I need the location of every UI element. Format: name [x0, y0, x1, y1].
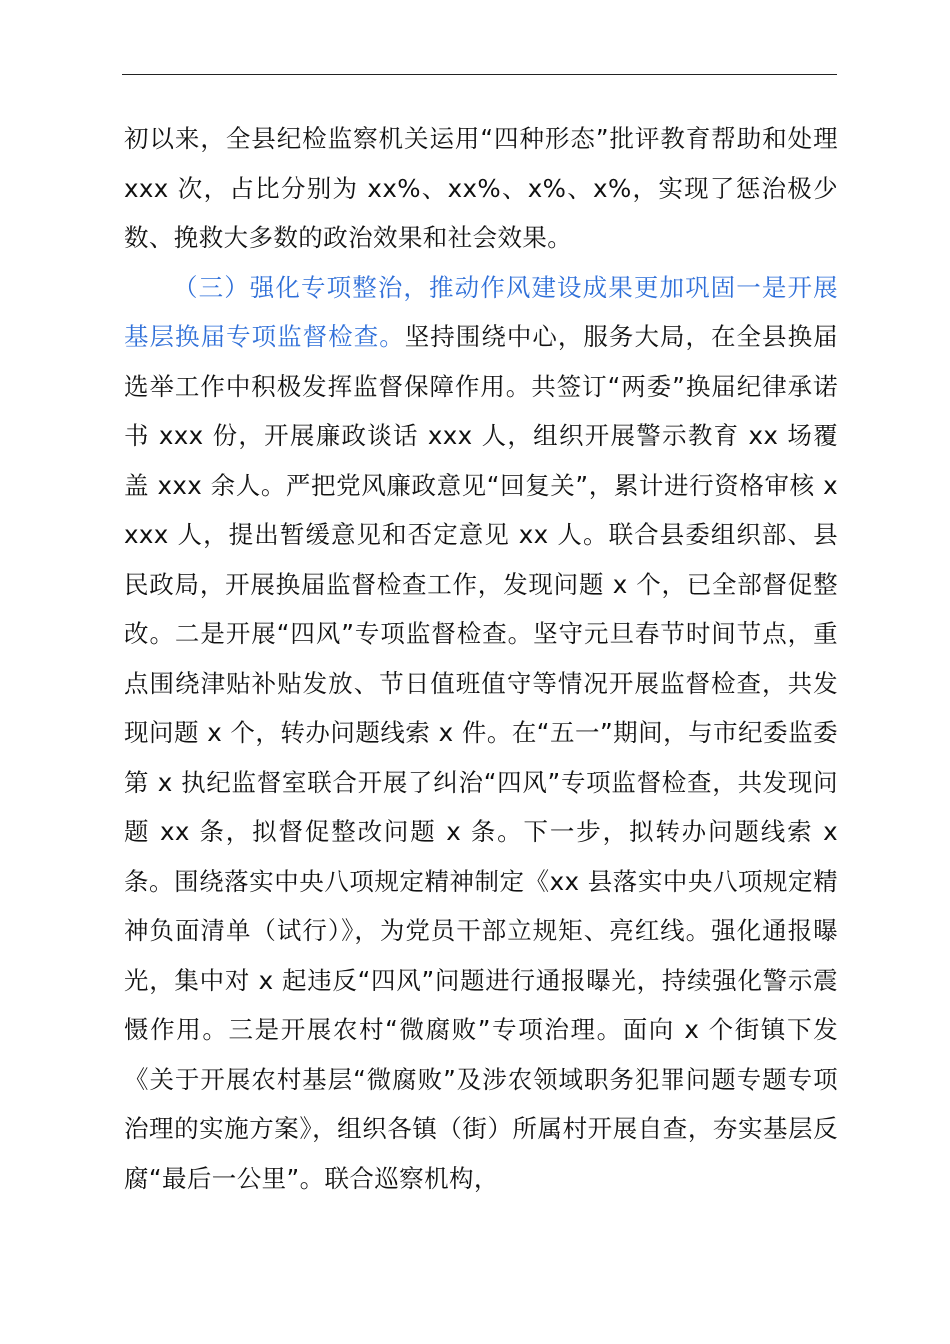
paragraph-continued: 初以来，全县纪检监察机关运用“四种形态”批评教育帮助和处理 xxx 次，占比分别为 xx%、xx%、x%、x%，实现了惩治极少数、挽救大多数的政治效果和社会效果。	[124, 124, 838, 252]
section-paragraph	[124, 263, 838, 1204]
document-body	[124, 114, 838, 1203]
section-body-text: 坚持围绕中心，服务大局，在全县换届选举工作中积极发挥监督保障作用。共签订“两委”换届纪律承诺书 xxx 份，开展廉政谈话 xxx 人，组织开展警示教育 xx 场覆盖 xxx 余人。严把党风廉政意见“回复关”，累计进行资格审核 xxxx 人，提出暂缓意见和否定意见 xx 人。联合县委组织部、县民政局，开展换届监督检查工作，发现问题 x 个，已全部督促整改。二是开展“四风”专项监督检查。坚守元旦春节时间节点，重点围绕津贴补贴发放、节日值班值守等情况开展监督检查，共发现问题 x 个，转办问题线索 x 件。在“五一”期间，与市纪委监委第 x 执纪监督室联合开展了纠治“四风”专项监督检查，共发现问题 xx 条，拟督促整改问题 x 条。下一步，拟转办问题线索 x 条。围绕落实中央八项规定精神制定《xx 县落实中央八项规定精神负面清单（试行）》，为党员干部立规矩、亮红线。强化通报曝光，集中对 x 起违反“四风”问题进行通报曝光，持续强化警示震慑作用。三是开展农村“微腐败”专项治理。面向 x 个街镇下发《关于开展农村基层“微腐败”及涉农领域职务犯罪问题专题专项治理的实施方案》，组织各镇（街）所属村开展自查，夯实基层反腐“最后一公里”。联合巡察机构，	[124, 322, 838, 1193]
section-heading: （三）强化专项整治，推动作风建设成果更加巩固一是开展基层换届专项监督检查。	[124, 272, 838, 351]
header-rule	[122, 74, 837, 75]
